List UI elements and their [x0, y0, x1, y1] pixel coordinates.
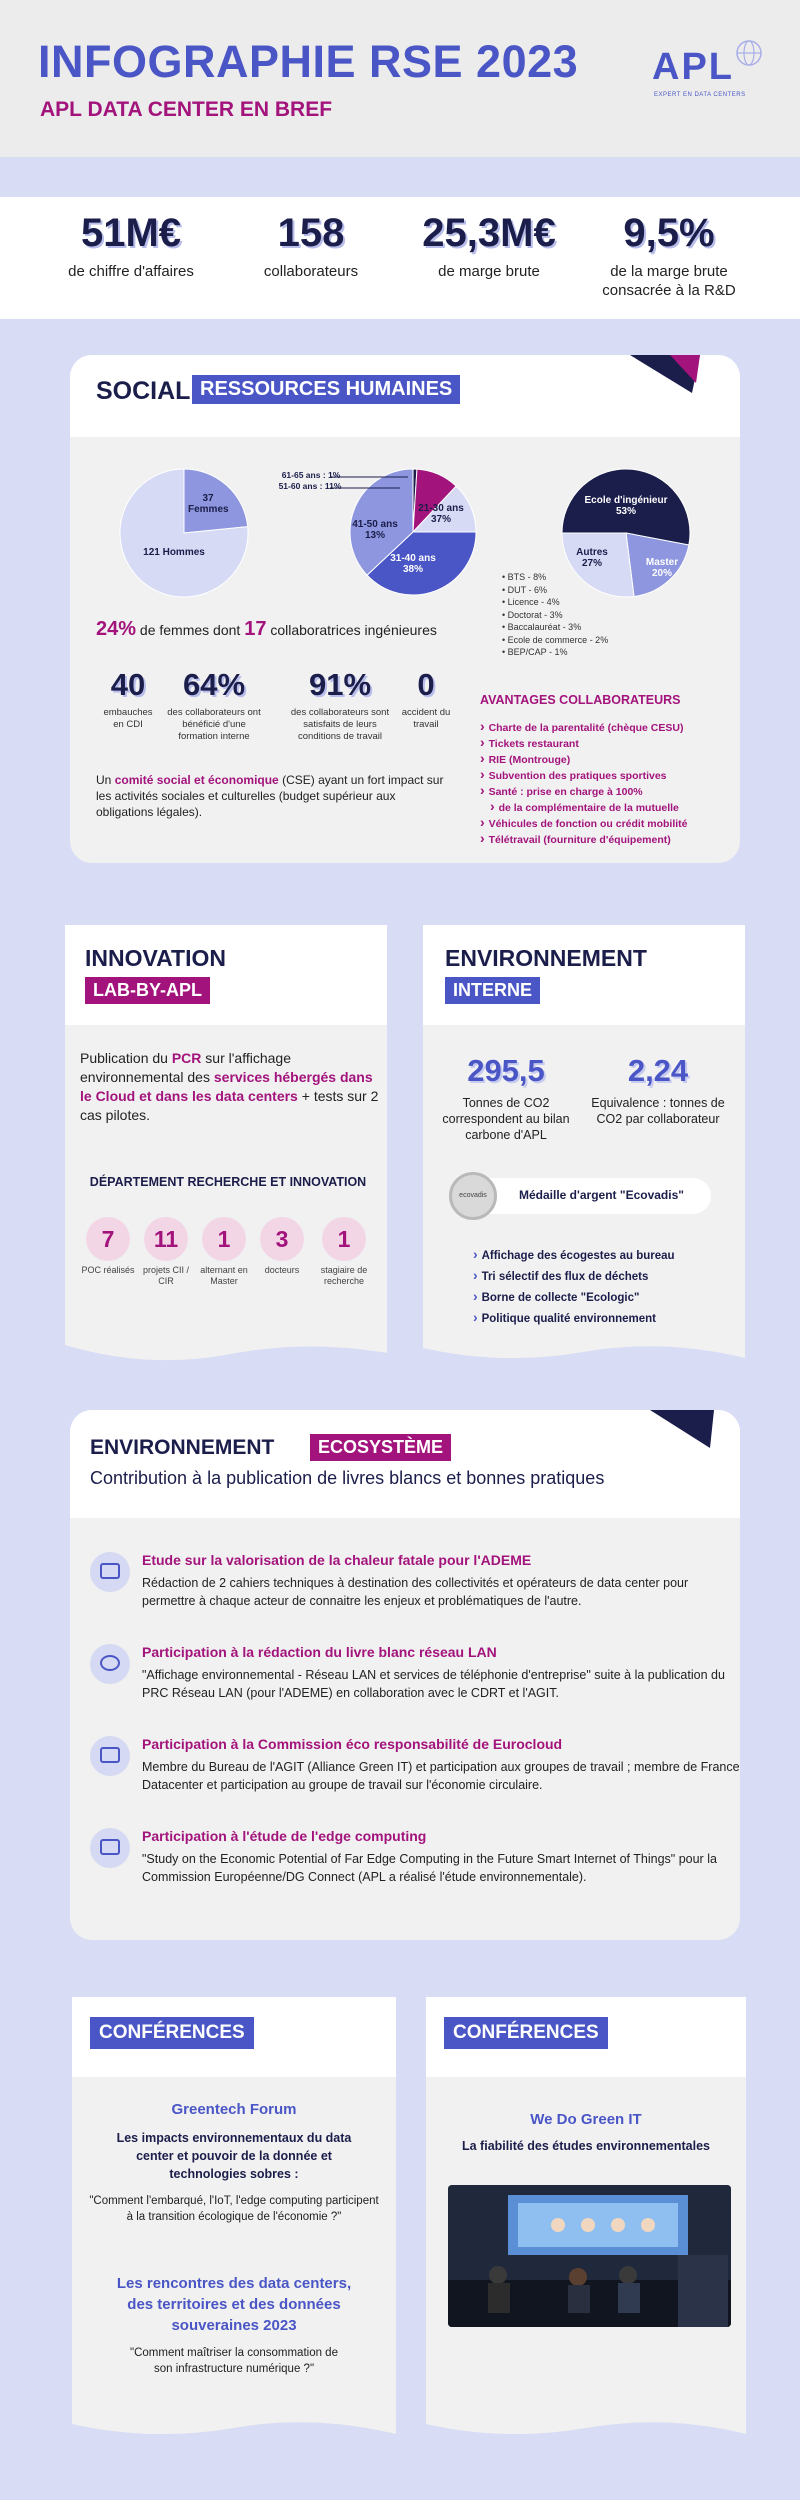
ecosystem-title: ENVIRONNEMENT [90, 1436, 275, 1459]
kpi-value: 25,3M€ [422, 211, 556, 255]
stat-value: 0 [417, 667, 435, 702]
innovation-bold: services hébergés dans le Cloud et dans les data centers [80, 1069, 373, 1104]
list-item: › Charte de la parentalité (chèque CESU) [480, 719, 688, 735]
list-item: › Véhicules de fonction ou crédit mobilité [480, 815, 688, 831]
wave-decoration [72, 2416, 396, 2441]
eco-text: Rédaction de 2 cahiers techniques à destination des collectivités et opérateurs de data center pour permettre à chaque acteur de connaitre les enjeux et problématiques de l'autre. [142, 1576, 689, 1608]
list-item: • DUT - 6% [502, 584, 608, 597]
kpi-employees [216, 211, 406, 281]
stat-label: embauches en CDI [103, 707, 153, 730]
env-stat-per-employee [583, 1053, 733, 1127]
stat-training [164, 667, 264, 743]
server-icon [90, 1736, 130, 1776]
women-ratio-line [96, 618, 437, 641]
logo-globe-icon [734, 38, 764, 68]
innovation-card-header [65, 925, 387, 1025]
stat-label: accident du travail [401, 707, 451, 730]
event-rencontres: Les rencontres des data centers, des territoires et des données souveraines 2023 [116, 2275, 352, 2334]
bubble-doctors [251, 1217, 313, 1276]
list-item: • Ecole de commerce - 2% [502, 634, 608, 647]
bubble-label: alternant en Master [200, 1265, 248, 1286]
innovation-pcr: PCR [171, 1050, 202, 1066]
medal-icon: ecovadis [449, 1172, 497, 1220]
eco-heading: Etude sur la valorisation de la chaleur fatale pour l'ADEME [142, 1552, 532, 1568]
env-label: Equivalence : tonnes de CO2 par collaborateur [591, 1096, 725, 1126]
ecovadis-badge [453, 1178, 711, 1214]
medal-text: Médaille d'argent "Ecovadis" [519, 1188, 684, 1202]
bubble-label: docteurs [264, 1265, 300, 1275]
env-value: 2,24 [627, 1053, 689, 1088]
kpi-label: collaborateurs [263, 263, 359, 280]
pie-label-31-40: 31-40 ans 38% [390, 553, 436, 575]
env-label: Tonnes de CO2 correspondent au bilan carbone d'APL [442, 1096, 570, 1142]
event-greentech-subject: Les impacts environnementaux du data center et pouvoir de la donnée et technologies sobres : [116, 2131, 352, 2181]
list-item: • Doctorat - 3% [502, 609, 608, 622]
list-item: • BEP/CAP - 1% [502, 646, 608, 659]
list-item: › Tickets restaurant [480, 735, 688, 751]
stat-value: 91% [308, 667, 372, 702]
list-item: › RIE (Montrouge) [480, 751, 688, 767]
innovation-tag: LAB-BY-APL [85, 977, 210, 1004]
bubble-intern [313, 1217, 375, 1287]
bubble-value: 7 [86, 1217, 130, 1261]
list-item: › de la complémentaire de la mutuelle [480, 799, 688, 815]
environment-title: ENVIRONNEMENT [445, 945, 647, 971]
list-item: › Tri sélectif des flux de déchets [473, 1266, 675, 1287]
innovation-text: + tests sur 2 cas pilotes. [80, 1088, 379, 1123]
stat-value: 64% [182, 667, 246, 702]
pie-label-21-30: 21-30 ans 37% [418, 503, 464, 525]
stat-satisfaction [290, 667, 390, 743]
women-percent: 24% [96, 618, 137, 640]
bubble-value: 3 [260, 1217, 304, 1261]
ecosystem-card-header [70, 1410, 740, 1518]
book-icon [90, 1552, 130, 1592]
kpi-revenue [36, 211, 226, 281]
list-item: › Affichage des écogestes au bureau [473, 1245, 675, 1266]
event-rencontres-quote: "Comment maîtriser la consommation de son infrastructure numérique ?" [130, 2347, 338, 2375]
wave-decoration [426, 2416, 746, 2441]
corner-decoration-icon [650, 1410, 714, 1448]
bubble-alternant [193, 1217, 255, 1287]
pie-label-others: Autres 27% [576, 547, 608, 569]
environment-card-header [423, 925, 745, 1025]
page-title: INFOGRAPHIE RSE 2023 [38, 36, 579, 87]
list-item: • Licence - 4% [502, 596, 608, 609]
degree-others-list [502, 571, 608, 659]
event-wedogreenit: We Do Green IT [530, 2111, 642, 2128]
header [0, 0, 800, 157]
pie-label-51-60: 51-60 ans : 11% [278, 481, 342, 491]
pie-label-61-65: 61-65 ans : 1% [281, 470, 341, 480]
stat-label: des collaborateurs ont bénéficié d'une formation interne [167, 707, 261, 742]
eco-text: "Study on the Economic Potential of Far Edge Computing in the Future Smart Internet of Things" pour la Commission Européenne/DG Connect (APL a réalisé l'étude environnementale). [142, 1852, 717, 1884]
gender-pie-chart [118, 467, 250, 599]
kpi-value: 51M€ [80, 211, 182, 255]
eco-text: Membre du Bureau de l'AGIT (Alliance Green IT) et participation aux groupes de travail ; membre de France Datacenter et participation au groupe de travail sur l'économie circulaire. [142, 1760, 740, 1792]
innovation-card [65, 925, 387, 1365]
conferences-card-left [72, 1997, 396, 2441]
list-item: › Télétravail (fourniture d'équipement) [480, 831, 688, 847]
advantages-list [480, 719, 688, 847]
pie-label-master: Master 20% [645, 557, 679, 579]
env-stat-co2 [431, 1053, 581, 1143]
pie-label-men: 121 Hommes [143, 547, 205, 558]
kpi-label: de marge brute [438, 263, 540, 280]
social-title: SOCIAL [96, 377, 191, 405]
bubble-label: stagiaire de recherche [320, 1265, 368, 1286]
kpi-rnd [574, 211, 764, 300]
ecosystem-card [70, 1410, 740, 1940]
ecosystem-tag: ECOSYSTÈME [310, 1434, 451, 1461]
logo-text: APL [652, 46, 734, 88]
stat-accidents [376, 667, 476, 731]
women-engineers-count: 17 [244, 618, 267, 640]
list-item: › Borne de collecte "Ecologic" [473, 1287, 675, 1308]
kpi-value: 158 [277, 211, 345, 255]
kpi-label: de chiffre d'affaires [68, 263, 194, 280]
research-dept-title: DÉPARTEMENT RECHERCHE ET INNOVATION [89, 1175, 367, 1189]
event-greentech-quote: "Comment l'embarqué, l'IoT, l'edge computing participent à la transition écologique de l'économie ?" [89, 2195, 379, 2223]
advantages-title: AVANTAGES COLLABORATEURS [480, 693, 681, 707]
bubble-value: 1 [322, 1217, 366, 1261]
conferences-tag: CONFÉRENCES [90, 2017, 254, 2049]
environment-actions-list [473, 1245, 675, 1329]
list-item: › Santé : prise en charge à 100% [480, 783, 688, 799]
monitor-icon [90, 1828, 130, 1868]
conferences-card-right [426, 1997, 746, 2441]
pie-label-engineering: Ecole d'ingénieur 53% [584, 495, 668, 517]
kpi-strip [0, 197, 800, 319]
event-wedogreenit-subject: La fiabilité des études environnementales [462, 2139, 710, 2153]
list-item: › Politique qualité environnement [473, 1308, 675, 1329]
pie-label-41-50: 41-50 ans 13% [352, 519, 398, 541]
women-text-2: collaboratrices ingénieures [270, 622, 437, 638]
event-greentech: Greentech Forum [171, 2101, 297, 2118]
ecosystem-subtitle: Contribution à la publication de livres blancs et bonnes pratiques [90, 1468, 605, 1488]
env-value: 295,5 [467, 1053, 545, 1088]
list-item: › Subvention des pratiques sportives [480, 767, 688, 783]
wave-decoration [423, 1340, 745, 1365]
environment-tag: INTERNE [445, 977, 540, 1004]
social-tag: RESSOURCES HUMAINES [192, 375, 460, 404]
bubble-label: POC réalisés [81, 1265, 135, 1275]
bubble-poc [77, 1217, 139, 1276]
innovation-text: Publication du [80, 1050, 168, 1066]
social-card [70, 355, 740, 863]
eco-text: "Affichage environnemental - Réseau LAN et services de téléphonie d'entreprise" suite à la publication du PRC Réseau LAN (pour l'ADEME) en collaboration avec le CDRT et l'AGIT. [142, 1668, 725, 1700]
bubble-value: 11 [144, 1217, 188, 1261]
list-item: • Baccalauréat - 3% [502, 621, 608, 634]
women-text: de femmes dont [139, 622, 241, 638]
conference-photo-illustration [448, 2185, 731, 2327]
page-subtitle: APL DATA CENTER EN BREF [40, 98, 333, 121]
logo-tagline: EXPERT EN DATA CENTERS [654, 92, 746, 98]
eco-heading: Participation à la Commission éco responsabilité de Eurocloud [142, 1736, 563, 1752]
eco-heading: Participation à la rédaction du livre blanc réseau LAN [142, 1644, 497, 1660]
bubble-projects [135, 1217, 197, 1287]
eco-heading: Participation à l'étude de l'edge computing [142, 1828, 427, 1844]
conference-photo [448, 2185, 731, 2327]
innovation-title: INNOVATION [85, 945, 226, 971]
stat-label: des collaborateurs sont satisfaits de leurs conditions de travail [290, 707, 390, 742]
corner-decoration-icon [630, 355, 700, 393]
innovation-text: sur l'affichage environnemental des [80, 1050, 291, 1085]
stat-value: 40 [110, 667, 146, 702]
bubble-value: 1 [202, 1217, 246, 1261]
conferences-tag: CONFÉRENCES [444, 2017, 608, 2049]
cse-bold: comité social et économique [114, 773, 279, 787]
pie-label-women: 37 Femmes [188, 493, 229, 515]
apl-logo [652, 38, 764, 104]
stat-hires [78, 667, 178, 731]
cse-text: Un [96, 773, 112, 787]
kpi-gross-margin [394, 211, 584, 281]
list-item: • BTS - 8% [502, 571, 608, 584]
wave-decoration [65, 1340, 387, 1365]
bubble-label: projets CII / CIR [142, 1265, 189, 1286]
kpi-value: 9,5% [623, 211, 715, 255]
cse-text: (CSE) ayant un fort impact sur les activités sociales et culturelles (budget supérieur aux obligations légales). [96, 773, 444, 819]
innovation-paragraph [80, 1049, 380, 1125]
cse-paragraph [96, 772, 451, 820]
kpi-label: de la marge brute consacrée à la R&D [602, 263, 736, 299]
network-icon [90, 1644, 130, 1684]
environment-card [423, 925, 745, 1365]
